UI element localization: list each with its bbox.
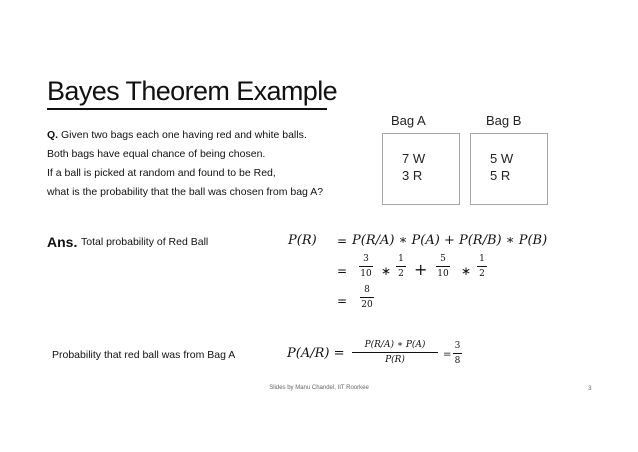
bag-a-label: Bag A: [391, 113, 426, 128]
question-prefix: Q.: [47, 129, 59, 141]
question-line-2: Both bags have equal chance of being chosen.: [47, 148, 266, 160]
bayes-fraction: [352, 340, 438, 365]
plus-sign: +: [414, 260, 428, 279]
answer-prefix: Ans.: [47, 234, 78, 250]
answer-text: Total probability of Red Ball: [81, 236, 209, 248]
fraction-denominator: 2: [479, 269, 485, 279]
bag-b-red: 5 R: [490, 168, 511, 183]
title-underline: [47, 108, 327, 110]
fraction-numerator: 5: [440, 254, 446, 264]
bag-a-red: 3 R: [402, 168, 423, 183]
multiply-sign-1: ∗: [381, 264, 392, 278]
bag-a-white: 7 W: [402, 151, 426, 166]
fraction-numerator: 8: [364, 285, 370, 295]
slide-title: Bayes Theorem Example: [47, 76, 338, 106]
bayes-result-eq: =: [443, 349, 452, 360]
bayes-numerator: P(R/A) ∗ P(A): [364, 340, 426, 350]
fraction-denominator: 10: [360, 269, 372, 279]
bayes-lhs: P(A/R) =: [287, 346, 345, 361]
total-prob-eq: =: [337, 234, 348, 248]
page-number: 3: [588, 385, 592, 392]
fraction-denominator: 2: [398, 269, 404, 279]
step1-eq: =: [337, 264, 348, 278]
fraction-1-2-a: [396, 254, 406, 279]
multiply-sign-2: ∗: [461, 264, 472, 278]
bag-b-white: 5 W: [490, 151, 514, 166]
fraction-8-20: [360, 285, 374, 310]
fraction-numerator: 1: [398, 254, 404, 264]
fraction-numerator: 3: [363, 254, 369, 264]
question-line-4: what is the probability that the ball was chosen from bag A?: [47, 186, 324, 198]
fraction-numerator: 1: [479, 254, 485, 264]
fraction-denominator: 10: [437, 269, 449, 279]
bayes-label: Probability that red ball was from Bag A: [52, 349, 236, 361]
fraction-numerator: 3: [454, 341, 461, 351]
fraction-denominator: 20: [361, 300, 373, 310]
fraction-5-10: [436, 254, 450, 279]
total-prob-lhs: P(R): [288, 233, 317, 248]
fraction-1-2-b: [477, 254, 487, 279]
step2-eq: =: [337, 294, 348, 308]
slide-footer: Slides by Manu Chandel, IIT Roorkee: [269, 385, 369, 391]
question-line-3: If a ball is picked at random and found to be Red,: [47, 167, 276, 179]
bag-b-label: Bag B: [486, 113, 522, 128]
fraction-3-8: [453, 341, 462, 366]
fraction-denominator: 8: [454, 356, 461, 366]
fraction-3-10: [359, 254, 373, 279]
bayes-denominator: P(R): [385, 355, 405, 365]
question-line-1: [47, 129, 307, 142]
question-text-1: Given two bags each one having red and white balls.: [58, 129, 307, 141]
total-prob-rhs: P(R/A) ∗ P(A) + P(R/B) ∗ P(B): [352, 233, 548, 248]
